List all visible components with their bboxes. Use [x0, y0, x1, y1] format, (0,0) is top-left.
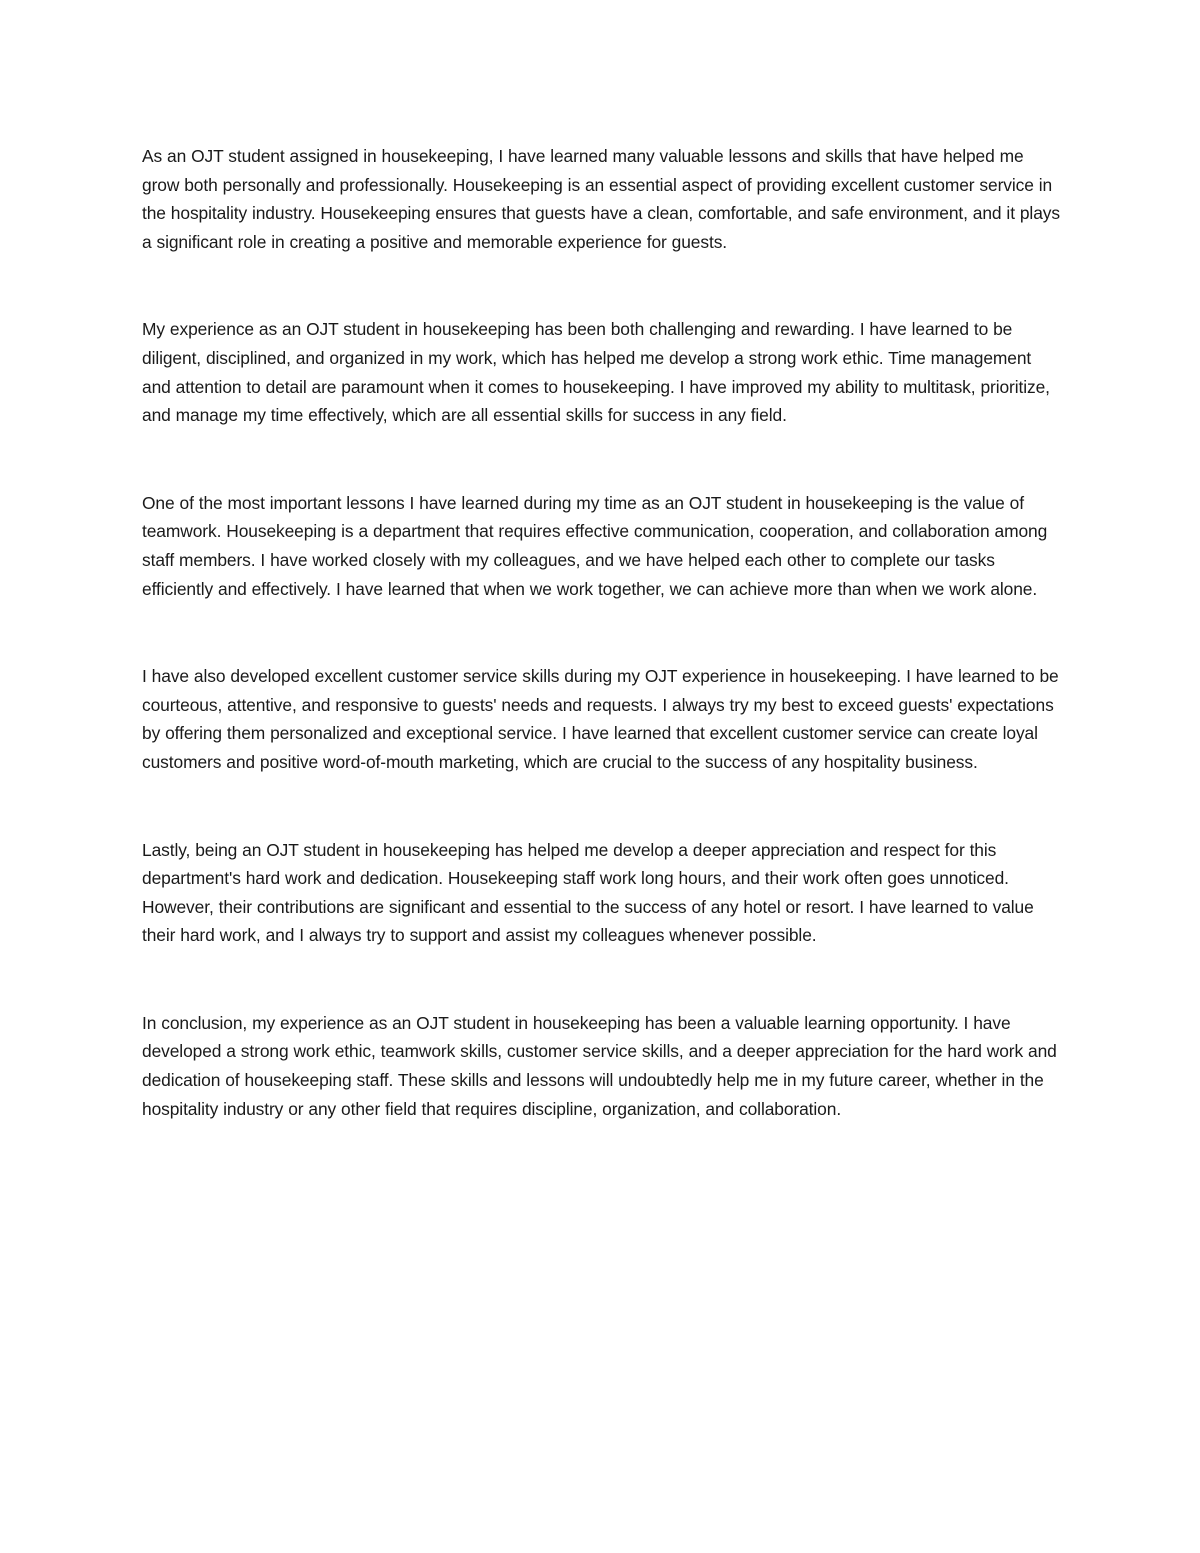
paragraph-intro: As an OJT student assigned in housekeeping, I have learned many valuable lessons and skills that have helped me grow both personally and professionally. Housekeeping is an essential aspect of providing excellent customer service in the hospitality industry. Housekeeping ensures that guests have a clean, comfortable, and safe environment, and it plays a significant role in creating a positive and memorable experience for guests. [142, 146, 1060, 252]
document-body [142, 142, 1062, 1182]
paragraph-experience: My experience as an OJT student in housekeeping has been both challenging and rewarding. I have learned to be diligent, disciplined, and organized in my work, which has helped me develop a strong work ethic. Time management and attention to detail are paramount when it comes to housekeeping. I have improved my ability to multitask, prioritize, and manage my time effectively, which are all essential skills for success in any field. [142, 319, 1050, 426]
paragraph-appreciation: Lastly, being an OJT student in housekeeping has helped me develop a deeper appreciation and respect for this department's hard work and dedication. Housekeeping staff work long hours, and their work often goes unnoticed. However, their contributions are significant and essential to the success of any hotel or resort. I have learned to value their hard work, and I always try to support and assist my colleagues whenever possible. [142, 839, 1034, 946]
paragraph-conclusion: In conclusion, my experience as an OJT student in housekeeping has been a valuable learning opportunity. I have developed a strong work ethic, teamwork skills, customer service skills, and a deeper appreciation for the hard work and dedication of housekeeping staff. These skills and lessons will undoubtedly help me in my future career, whether in the hospitality industry or any other field that requires discipline, organization, and collaboration. [142, 1012, 1057, 1119]
paragraph-customer-service: I have also developed excellent customer service skills during my OJT experience in housekeeping. I have learned to be courteous, attentive, and responsive to guests' needs and requests. I always try my best to exceed guests' expectations by offering them personalized and exceptional service. I have learned that excellent customer service can create loyal customers and positive word-of-mouth marketing, which are crucial to the success of any hospitality business. [142, 666, 1059, 772]
paragraph-teamwork: One of the most important lessons I have learned during my time as an OJT student in housekeeping is the value of teamwork. Housekeeping is a department that requires effective communication, cooperation, and collaboration among staff members. I have worked closely with my colleagues, and we have helped each other to complete our tasks efficiently and effectively. I have learned that when we work together, we can achieve more than when we work alone. [142, 492, 1048, 599]
